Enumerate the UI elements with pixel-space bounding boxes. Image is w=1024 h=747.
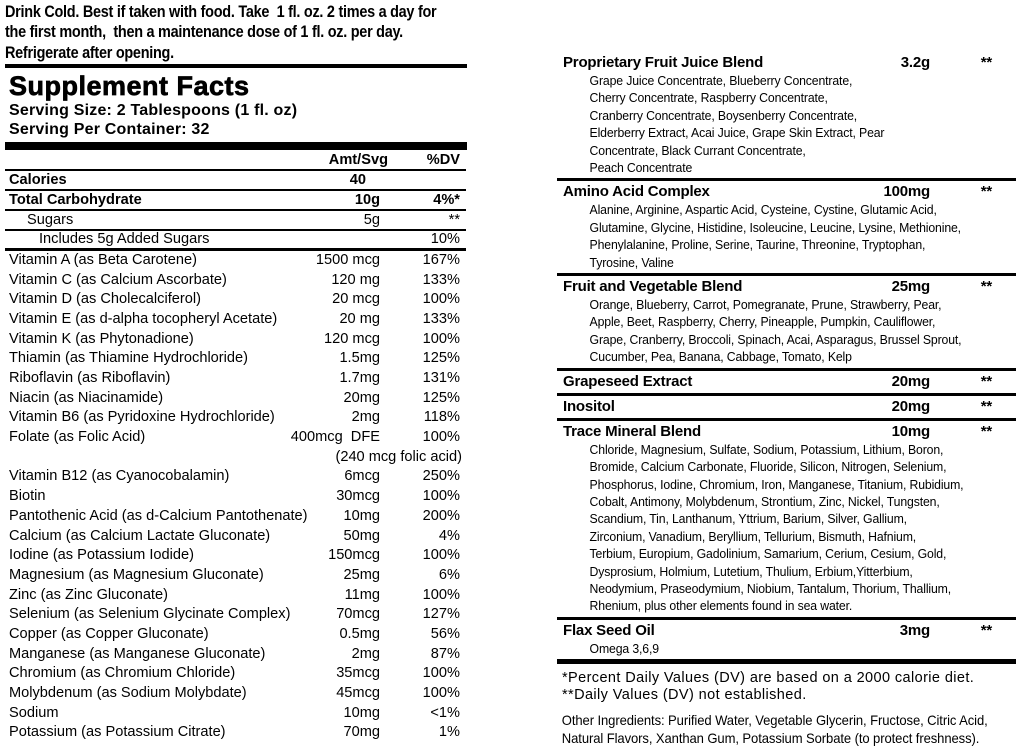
fact-name: Vitamin D (as Cholecalciferol) bbox=[9, 291, 201, 308]
blend-dv: ** bbox=[980, 372, 992, 390]
facts-header-row bbox=[5, 150, 466, 171]
fact-dv: 1% bbox=[438, 724, 460, 741]
fact-name: Iodine (as Potassium Iodide) bbox=[9, 547, 194, 564]
fact-amount: 120 mg bbox=[331, 271, 380, 288]
fact-name: Vitamin C (as Calcium Ascorbate) bbox=[9, 271, 227, 288]
fact-amount: 2mg bbox=[351, 409, 380, 426]
ingredient-line: Grape, Cranberry, Broccoli, Spinach, Acai, Asparagus, Brussel Sprout, bbox=[589, 331, 962, 347]
fact-name: Calcium (as Calcium Lactate Gluconate) bbox=[9, 527, 271, 544]
fact-row bbox=[5, 251, 466, 271]
fact-amount: 400mcg DFE bbox=[290, 429, 380, 446]
fact-dv: 200% bbox=[422, 507, 460, 524]
fact-amount: 120 mcg bbox=[324, 330, 380, 347]
blend-divider bbox=[557, 368, 1016, 371]
fact-row bbox=[5, 408, 466, 428]
fact-dv: 133% bbox=[422, 310, 460, 327]
fact-amount: 6mcg bbox=[344, 468, 380, 485]
blend-header bbox=[557, 182, 1016, 201]
panel-title: Supplement Facts bbox=[9, 70, 250, 101]
fact-row bbox=[5, 664, 466, 684]
footnote-line: **Daily Values (DV) not established. bbox=[562, 686, 807, 703]
serving-size: Serving Size: 2 Tablespoons (1 fl. oz) bbox=[9, 101, 298, 119]
fact-name: Manganese (as Manganese Gluconate) bbox=[9, 645, 266, 662]
divider-thick-bar bbox=[5, 142, 467, 150]
blend-section bbox=[557, 372, 1016, 396]
fact-amount: 5g bbox=[363, 211, 380, 228]
fact-row bbox=[5, 566, 466, 586]
fact-name: Zinc (as Zinc Gluconate) bbox=[9, 586, 168, 603]
blend-dv: ** bbox=[980, 54, 992, 71]
fact-dv: 4% bbox=[438, 527, 460, 544]
fact-row bbox=[5, 586, 466, 606]
fact-dv: 100% bbox=[422, 429, 460, 446]
footnotes bbox=[557, 670, 1016, 703]
blend-name: Flax Seed Oil bbox=[563, 621, 655, 639]
blend-section bbox=[557, 277, 1016, 371]
ingredient-line: Grape Juice Concentrate, Blueberry Concentrate, bbox=[589, 73, 853, 88]
fact-dv: 56% bbox=[430, 625, 460, 642]
fact-dv: 4%* bbox=[433, 191, 460, 208]
ingredient-line: Chloride, Magnesium, Sulfate, Sodium, Potassium, Lithium, Boron, bbox=[589, 441, 944, 457]
fact-name: Folate (as Folic Acid) bbox=[9, 429, 146, 446]
fact-row bbox=[5, 290, 466, 310]
fact-name: Chromium (as Chromium Chloride) bbox=[9, 665, 236, 682]
fact-row bbox=[5, 645, 466, 665]
fact-name: Potassium (as Potassium Citrate) bbox=[9, 724, 226, 741]
fact-amount: 1500 mcg bbox=[315, 251, 380, 268]
fact-name: Calories bbox=[9, 171, 67, 188]
fact-name: Vitamin B6 (as Pyridoxine Hydrochloride) bbox=[9, 409, 275, 426]
fact-row bbox=[5, 349, 466, 369]
fact-dv: 167% bbox=[422, 251, 460, 268]
servings-per-container: Serving Per Container: 32 bbox=[9, 121, 210, 139]
blend-header bbox=[557, 53, 1016, 72]
fact-dv: 100% bbox=[422, 665, 460, 682]
blend-section bbox=[557, 53, 1016, 181]
fact-row bbox=[5, 704, 466, 724]
fact-name: Vitamin E (as d-alpha tocopheryl Acetate) bbox=[9, 310, 278, 327]
fact-name: Biotin bbox=[9, 488, 46, 505]
fact-dv: 100% bbox=[422, 330, 460, 347]
ingredient-line: Cherry Concentrate, Raspberry Concentrate, bbox=[589, 90, 828, 106]
blend-ingredients bbox=[557, 72, 1024, 176]
fact-amount: 20mg bbox=[343, 389, 380, 406]
ingredient-line: Zirconium, Vanadium, Beryllium, Tellurium, Bismuth, Hafnium, bbox=[589, 528, 917, 544]
ingredient-line: Terbium, Europium, Gadolinium, Samarium, Cerium, Cesium, Gold, bbox=[589, 546, 947, 562]
fact-dv: 100% bbox=[422, 685, 460, 702]
fact-amount: 10mg bbox=[343, 704, 380, 721]
blend-amount: 20mg bbox=[891, 372, 930, 390]
fact-name: Molybdenum (as Sodium Molybdate) bbox=[9, 685, 247, 702]
fact-dv: 250% bbox=[422, 468, 460, 485]
fact-dv: 6% bbox=[438, 566, 460, 583]
fact-dv: 87% bbox=[430, 645, 460, 662]
blend-dv: ** bbox=[980, 621, 992, 639]
fact-name: Thiamin (as Thiamine Hydrochloride) bbox=[9, 350, 248, 367]
fact-row bbox=[5, 684, 466, 704]
fact-dv: 10% bbox=[430, 230, 460, 247]
blend-name: Proprietary Fruit Juice Blend bbox=[563, 54, 764, 71]
fact-row bbox=[5, 191, 466, 211]
fact-row bbox=[5, 723, 466, 743]
fact-name: Riboflavin (as Riboflavin) bbox=[9, 370, 171, 387]
blend-header bbox=[557, 372, 1016, 391]
fact-dv: 100% bbox=[422, 488, 460, 505]
fact-row bbox=[5, 546, 466, 566]
blend-header bbox=[557, 277, 1016, 296]
fact-amount: 1.7mg bbox=[339, 370, 380, 387]
blend-header bbox=[557, 621, 1016, 640]
fact-amount: 70mcg bbox=[336, 606, 380, 623]
ingredient-line: Cucumber, Pea, Banana, Cabbage, Tomato, Kelp bbox=[589, 349, 852, 365]
ingredient-line: Rhenium, plus other elements found in sea water. bbox=[589, 598, 853, 614]
ingredient-line: Alanine, Arginine, Aspartic Acid, Cysteine, Cystine, Glutamic Acid, bbox=[589, 202, 937, 218]
supplement-facts-panel bbox=[5, 0, 467, 743]
fact-name: Sodium bbox=[9, 704, 59, 721]
fact-dv: 133% bbox=[422, 271, 460, 288]
blend-dv: ** bbox=[980, 183, 992, 201]
ingredient-line: Apple, Beet, Raspberry, Cherry, Pineapple, Pumpkin, Cauliflower, bbox=[589, 314, 936, 330]
blend-sections bbox=[557, 53, 1016, 657]
fact-name: Includes 5g Added Sugars bbox=[39, 230, 210, 247]
fact-row bbox=[5, 369, 466, 389]
fact-row bbox=[5, 171, 466, 191]
fact-row bbox=[5, 527, 466, 547]
blend-amount: 10mg bbox=[891, 422, 930, 440]
ingredient-line: Elderberry Extract, Acai Juice, Grape Skin Extract, Pear bbox=[589, 125, 885, 141]
fact-amount: 20 mg bbox=[339, 310, 380, 327]
ingredient-line: Orange, Blueberry, Carrot, Pomegranate, Prune, Strawberry, Pear, bbox=[589, 297, 942, 313]
blend-dv: ** bbox=[980, 278, 992, 296]
blend-divider bbox=[557, 393, 1016, 396]
fact-row bbox=[5, 507, 466, 527]
fact-name: Niacin (as Niacinamide) bbox=[9, 389, 164, 406]
blend-amount: 20mg bbox=[891, 397, 930, 415]
fact-amount: 25mg bbox=[343, 566, 380, 583]
blend-dv: ** bbox=[980, 422, 992, 440]
fact-name: Vitamin A (as Beta Carotene) bbox=[9, 251, 197, 268]
fact-amount: 50mg bbox=[343, 527, 380, 544]
blend-name: Grapeseed Extract bbox=[563, 372, 693, 390]
instruction-line: Refrigerate after opening. bbox=[5, 43, 174, 62]
ingredient-line: Dysprosium, Holmium, Lutetium, Thulium, Erbium,Yitterbium, bbox=[589, 563, 913, 579]
fact-dv: 125% bbox=[422, 350, 460, 367]
fact-dv: ** bbox=[448, 211, 460, 228]
fact-dv: 100% bbox=[422, 291, 460, 308]
facts-rows bbox=[5, 171, 466, 743]
fact-dv: 118% bbox=[423, 409, 460, 426]
fact-name: Copper (as Copper Gluconate) bbox=[9, 625, 209, 642]
blend-name: Trace Mineral Blend bbox=[563, 422, 701, 440]
blend-ingredients bbox=[557, 201, 1024, 271]
ingredient-line: Concentrate, Black Currant Concentrate, bbox=[589, 142, 806, 158]
fact-dv: 127% bbox=[422, 606, 460, 623]
blend-ingredients bbox=[557, 640, 1024, 657]
footnote-line: *Percent Daily Values (DV) are based on a 2000 calorie diet. bbox=[562, 670, 975, 687]
blend-divider bbox=[557, 273, 1016, 276]
ingredient-line: Peach Concentrate bbox=[589, 160, 693, 176]
blend-divider bbox=[557, 178, 1016, 181]
blend-header bbox=[557, 397, 1016, 416]
fact-dv: 125% bbox=[422, 389, 460, 406]
blend-section bbox=[557, 397, 1016, 421]
fact-row bbox=[5, 330, 466, 350]
fact-amount: 0.5mg bbox=[339, 625, 380, 642]
fact-dv: 100% bbox=[422, 586, 460, 603]
other-ingredients-line: Other Ingredients: Purified Water, Vegetable Glycerin, Fructose, Citric Acid, bbox=[561, 713, 988, 729]
fact-amount: 2mg bbox=[351, 645, 380, 662]
column-header-amount: Amt/Svg bbox=[328, 151, 388, 168]
fact-name: Magnesium (as Magnesium Gluconate) bbox=[9, 566, 264, 583]
fact-row bbox=[5, 487, 466, 507]
usage-instructions bbox=[5, 0, 469, 63]
fact-amount: 150mcg bbox=[328, 547, 380, 564]
ingredient-line: Phosphorus, Iodine, Chromium, Iron, Manganese, Titanium, Rubidium, bbox=[589, 476, 964, 492]
fact-row bbox=[5, 310, 466, 330]
blend-dv: ** bbox=[980, 397, 992, 415]
blend-name: Inositol bbox=[563, 397, 615, 415]
blend-ingredients bbox=[557, 296, 1024, 366]
blend-name: Fruit and Vegetable Blend bbox=[563, 278, 743, 296]
fact-amount: 40 bbox=[349, 171, 366, 188]
fact-row bbox=[5, 605, 466, 625]
fact-name: Sugars bbox=[27, 211, 74, 228]
blend-header bbox=[557, 422, 1016, 441]
fact-row bbox=[5, 389, 466, 409]
fact-amount: 30mcg bbox=[336, 488, 380, 505]
fact-amount: 70mg bbox=[343, 724, 380, 741]
blend-section bbox=[557, 422, 1016, 620]
ingredient-line: Omega 3,6,9 bbox=[589, 640, 659, 656]
fact-amount: 11mg bbox=[344, 586, 380, 603]
fact-name: Pantothenic Acid (as d-Calcium Pantothenate) bbox=[9, 507, 308, 524]
blend-name: Amino Acid Complex bbox=[563, 183, 710, 201]
blends-panel bbox=[557, 53, 1016, 747]
blend-divider bbox=[557, 617, 1016, 620]
blend-amount: 3mg bbox=[899, 621, 930, 639]
instruction-line: Drink Cold. Best if taken with food. Take 1 fl. oz. 2 times a day for bbox=[5, 3, 437, 21]
blend-amount: 3.2g bbox=[900, 54, 930, 71]
ingredient-line: Cobalt, Antimony, Molybdenum, Strontium, Zinc, Nickel, Tungsten, bbox=[589, 493, 940, 509]
blend-amount: 100mg bbox=[883, 183, 930, 201]
fact-amount: 1.5mg bbox=[339, 350, 380, 367]
ingredient-line: Cranberry Concentrate, Boysenberry Concentrate, bbox=[589, 107, 858, 123]
blend-section bbox=[557, 182, 1016, 276]
instruction-line: the first month, then a maintenance dose of 1 fl. oz. per day. bbox=[5, 23, 403, 42]
fact-amount: 10g bbox=[354, 191, 380, 208]
fact-row bbox=[5, 211, 466, 231]
ingredient-line: Glutamine, Glycine, Histidine, Isoleucine, Leucine, Lysine, Methionine, bbox=[589, 219, 961, 235]
ingredient-line: Scandium, Tin, Lanthanum, Yttrium, Barium, Silver, Gallium, bbox=[589, 511, 907, 527]
ingredient-line: Bromide, Calcium Carbonate, Fluoride, Silicon, Nitrogen, Selenium, bbox=[589, 459, 947, 475]
fact-amount: 45mcg bbox=[336, 685, 380, 702]
blend-amount: 25mg bbox=[891, 278, 930, 296]
divider-footnotes bbox=[557, 659, 1016, 664]
fact-dv: 100% bbox=[422, 547, 460, 564]
ingredient-line: Phenylalanine, Proline, Serine, Taurine, Threonine, Tryptophan, bbox=[589, 237, 926, 253]
fact-row bbox=[5, 271, 466, 291]
fact-name: Vitamin B12 (as Cyanocobalamin) bbox=[9, 468, 230, 485]
divider-top bbox=[5, 64, 467, 68]
other-ingredients-line: Natural Flavors, Xanthan Gum, Potassium Sorbate (to protect freshness). bbox=[561, 730, 980, 746]
blend-divider bbox=[557, 418, 1016, 421]
blend-ingredients bbox=[557, 441, 1024, 615]
fact-name: Vitamin K (as Phytonadione) bbox=[9, 330, 194, 347]
facts-table bbox=[5, 150, 466, 743]
blend-section bbox=[557, 621, 1016, 657]
fact-row bbox=[5, 625, 466, 645]
fact-note: (240 mcg folic acid) bbox=[335, 448, 462, 465]
fact-dv: 131% bbox=[422, 370, 460, 387]
fact-name: Selenium (as Selenium Glycinate Complex) bbox=[9, 606, 291, 623]
fact-row bbox=[5, 428, 466, 448]
fact-row bbox=[5, 467, 466, 487]
ingredient-line: Tyrosine, Valine bbox=[589, 254, 674, 270]
fact-amount: 35mcg bbox=[336, 665, 380, 682]
fact-row bbox=[5, 231, 466, 251]
ingredient-line: Neodymium, Praseodymium, Niobium, Tantalum, Thorium, Thallium, bbox=[589, 580, 952, 596]
fact-amount: 20 mcg bbox=[332, 291, 380, 308]
fact-dv: <1% bbox=[430, 704, 460, 721]
column-header-dv: %DV bbox=[426, 151, 460, 168]
other-ingredients bbox=[557, 712, 1023, 747]
fact-name: Total Carbohydrate bbox=[9, 191, 142, 208]
fact-amount: 10mg bbox=[343, 507, 380, 524]
